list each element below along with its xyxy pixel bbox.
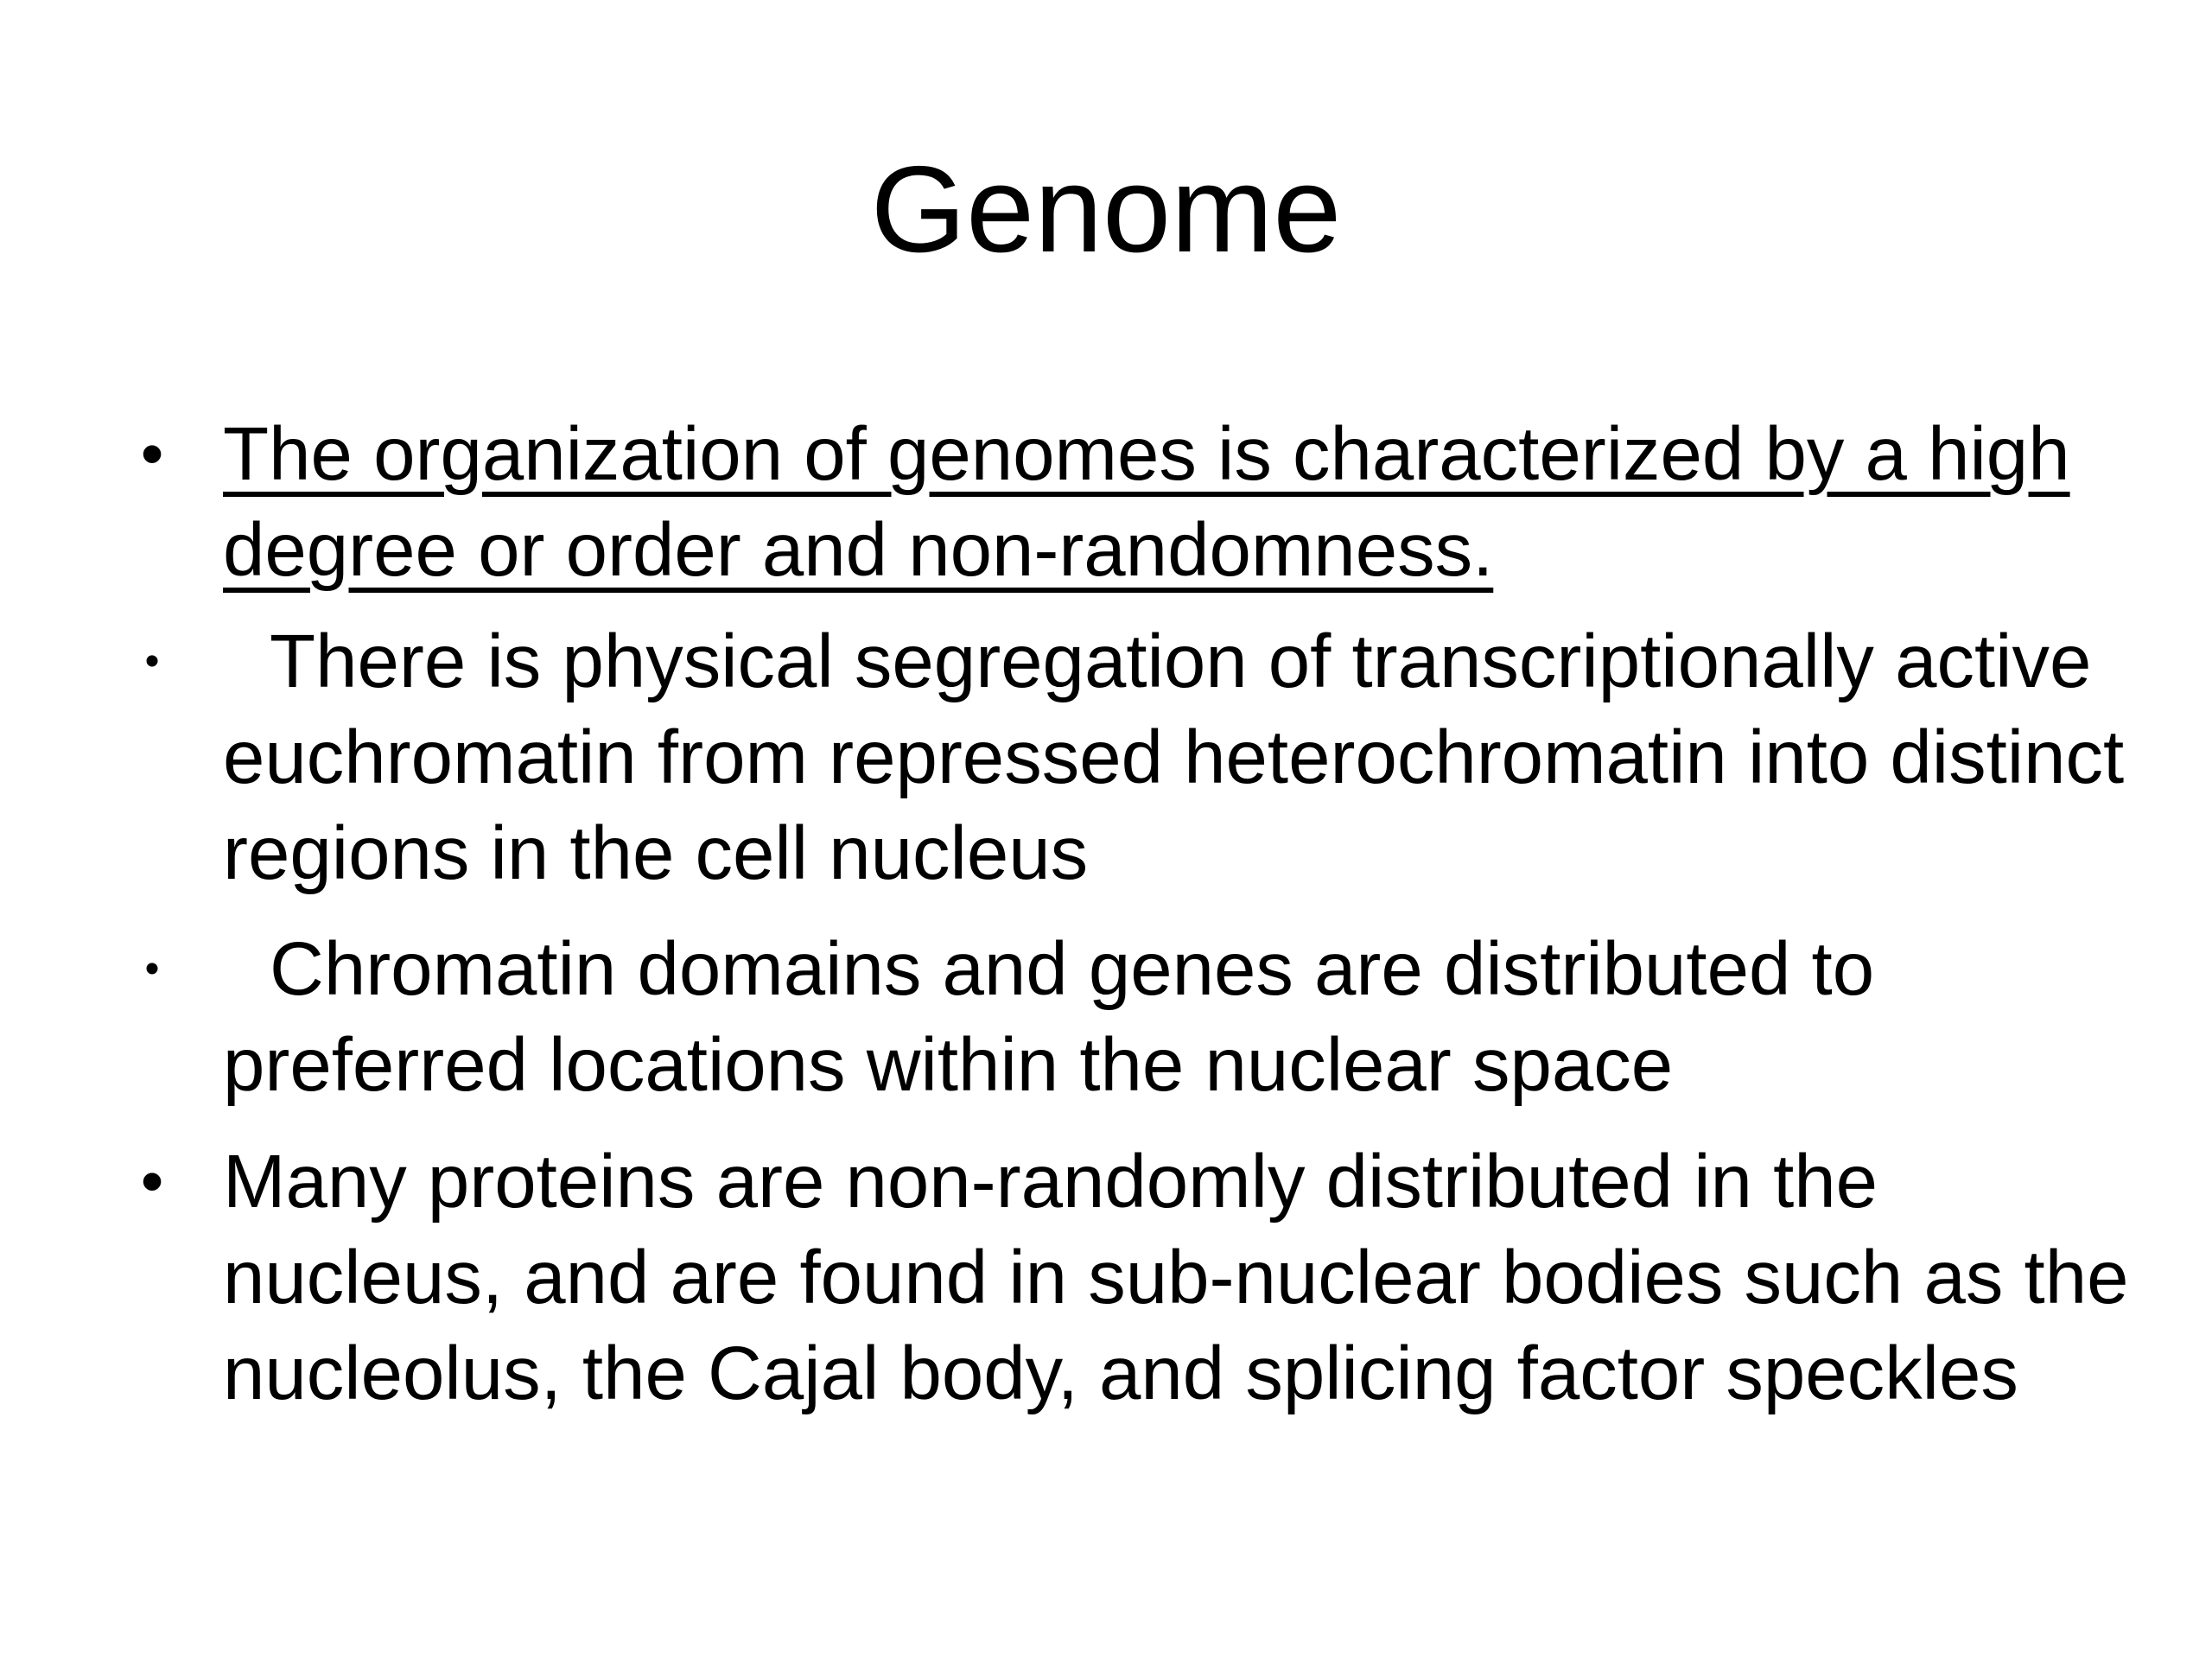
- bullet-item: [144, 613, 2158, 901]
- bullet-item: [140, 406, 2158, 598]
- bullet-text: There is physical segregation of transcriptionally active euchromatin from repressed heterochromatin into distinct regions in the cell nucleus: [223, 620, 2125, 895]
- bullet-marker: •: [140, 417, 164, 491]
- bullet-item: [140, 1134, 2158, 1421]
- bullet-item: [144, 921, 2158, 1113]
- bullet-marker: •: [144, 639, 160, 684]
- bullet-text: The organization of genomes is characterized by a high degree or order and non-randomness.: [223, 412, 2070, 592]
- slide-title: Genome: [870, 141, 1342, 278]
- bullet-marker: •: [144, 946, 160, 992]
- bullet-marker: •: [140, 1145, 164, 1218]
- bullet-text: Chromatin domains and genes are distributed to preferred locations within the nuclear space: [223, 927, 1875, 1107]
- bullet-text: Many proteins are non-randomly distributed in the nucleus, and are found in sub-nuclear bodies such as the nucleolus, the Cajal body, and splicing factor speckles: [223, 1140, 2129, 1415]
